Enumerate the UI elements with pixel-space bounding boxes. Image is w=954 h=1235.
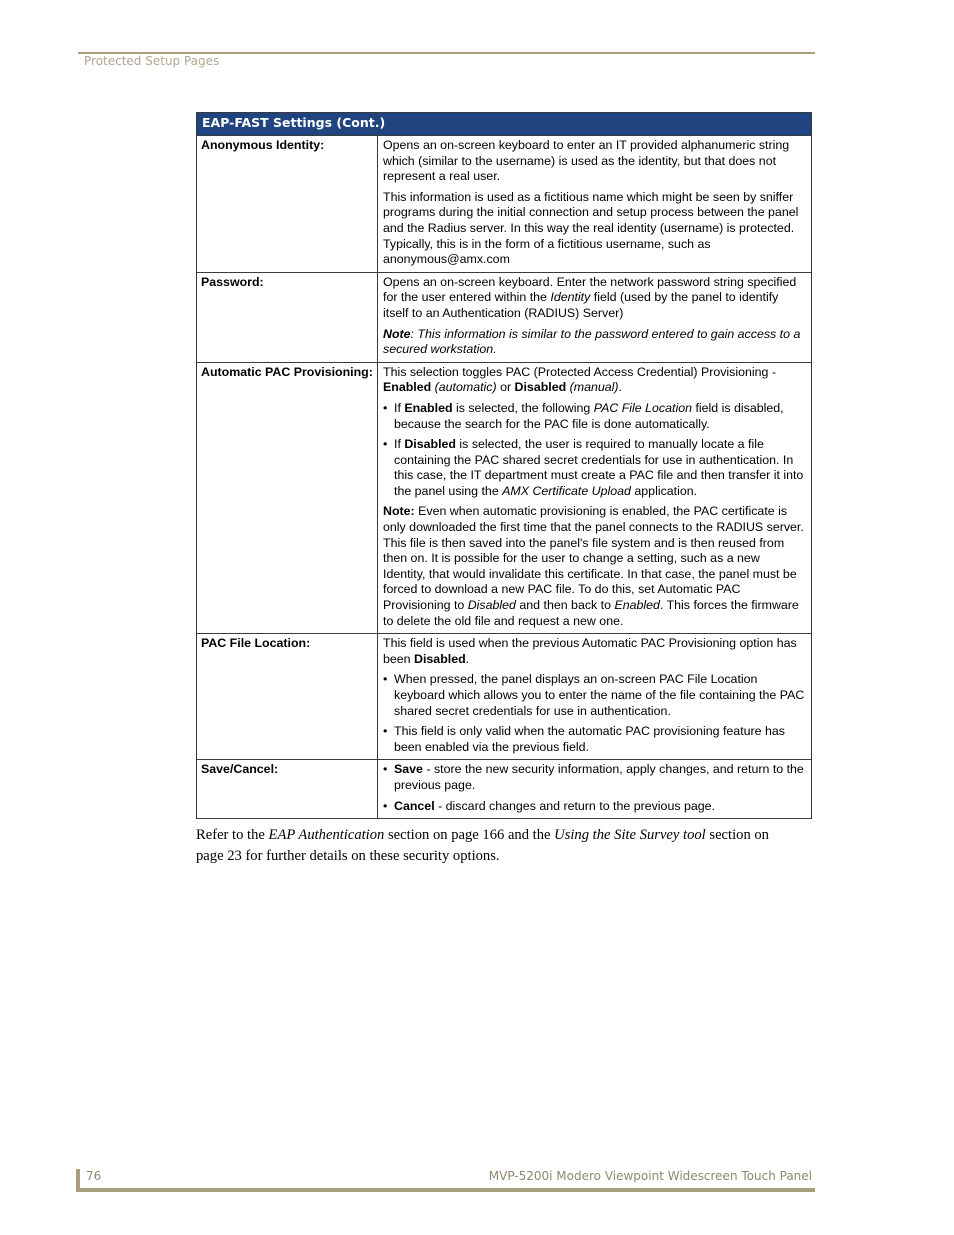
note-label: Note: [383, 504, 415, 519]
note-label: Note [383, 326, 411, 341]
bold-text: Save [394, 762, 423, 777]
text: If [394, 400, 405, 415]
italic-text: Disabled [467, 598, 516, 613]
text: . This forces the firmware to delete the old file and request a new one. [383, 598, 799, 628]
text: This field is only valid when the automatic PAC provisioning feature has been enabled via the previous field. [394, 724, 785, 754]
text: field (used by the panel to identify itself to an Authentication (RADIUS) Server) [383, 290, 779, 320]
text: Refer to the [196, 827, 269, 843]
row-label: PAC File Location: [197, 634, 378, 760]
text: is selected, the user is required to manually locate a file containing the PAC shared secret credentials for use in authentication. In this case, the IT department must create a PAC file and then transfer it into the panel using the [394, 437, 804, 498]
reference-paragraph [196, 825, 796, 867]
bold-text: Disabled [404, 437, 456, 452]
italic-text: Enabled [614, 598, 660, 613]
table-header-row [197, 113, 812, 136]
text: and then back to [515, 598, 615, 613]
bold-text: Enabled [404, 400, 453, 415]
bold-text: Disabled [414, 651, 466, 666]
paragraph: This information is used as a fictitious name which might be seen by sniffer programs during the initial connection and setup process between the panel and the Radius server. In this way the real identity (username) is protected. Typically, this is in the form of a fictitious username, such as anonymous@amx.com [383, 189, 799, 267]
document-title: MVP-5200i Modero Viewpoint Widescreen Touch Panel [488, 1169, 812, 1183]
table-row [197, 272, 812, 362]
page-number: 76 [86, 1169, 102, 1183]
table-row [197, 760, 812, 819]
text: - store the new security information, apply changes, and return to the previous page. [394, 762, 804, 792]
text: is selected, the following [452, 400, 594, 415]
bullet-item [383, 672, 805, 719]
note [383, 504, 805, 629]
row-label: Anonymous Identity: [197, 136, 378, 273]
section-reference: EAP Authentication [268, 827, 385, 843]
italic-text: (manual) [566, 380, 619, 395]
footer-rule [78, 1188, 815, 1192]
row-description [378, 760, 812, 819]
bullet-icon: • [383, 762, 388, 777]
bullet-item [383, 437, 805, 499]
bold-text: Enabled [383, 380, 432, 395]
bullet-icon: • [383, 437, 388, 452]
bullet-item [383, 799, 805, 815]
italic-text: PAC File Location [593, 400, 692, 415]
paragraph: Opens an on-screen keyboard to enter an IT provided alphanumeric string which (similar to the username) is used as the identity, but that does not represent a real user. [383, 138, 790, 184]
paragraph [383, 636, 805, 667]
bullet-item [383, 724, 805, 755]
bullet-item [383, 401, 805, 432]
text: This field is used when the previous Automatic PAC Provisioning option has been [383, 636, 797, 666]
row-label: Save/Cancel: [197, 760, 378, 819]
italic-text: AMX Certificate Upload [502, 483, 631, 498]
bullet-icon: • [383, 724, 388, 739]
text: field is disabled, because the search for the PAC file is done automatically. [394, 400, 784, 431]
row-description [378, 136, 812, 273]
row-description [378, 272, 812, 362]
paragraph [383, 275, 805, 322]
row-description [378, 634, 812, 760]
paragraph [383, 365, 805, 396]
text: section on page 23 for further details on these security options. [196, 827, 769, 864]
table-row [197, 634, 812, 760]
text: Even when automatic provisioning is enabled, the PAC certificate is only downloaded the first time that the panel connects to the RADIUS server. This file is then saved into the panel's file system and is then reused from then on. It is possible for the user to change a setting, such as a new Identity, that would invalidate this certificate. In that case, the panel must be forced to download a new PAC file. To do this, set Automatic PAC Provisioning to [383, 504, 804, 613]
bold-text: Disabled [514, 380, 567, 395]
italic-text: (automatic) [431, 380, 497, 395]
running-header: Protected Setup Pages [84, 54, 220, 68]
text: This selection toggles PAC (Protected Access Credential) Provisioning - [383, 364, 777, 379]
table-row [197, 362, 812, 634]
text: . [618, 380, 622, 395]
text: or [496, 380, 515, 395]
text: Opens an on-screen keyboard. Enter the network password string specified for the user entered within the [383, 274, 797, 305]
section-reference: Using the Site Survey tool [554, 827, 706, 843]
italic-text: Identity [550, 290, 591, 305]
text: - discard changes and return to the previous page. [434, 798, 715, 813]
bullet-icon: • [383, 400, 388, 415]
row-label: Password: [197, 272, 378, 362]
note-text: : This information is similar to the password entered to gain access to a secured workstation. [383, 326, 801, 357]
text: When pressed, the panel displays an on-screen PAC File Location keyboard which allows you to enter the name of the file containing the PAC shared secret credentials for use in authentication. [394, 672, 805, 718]
eap-fast-settings-table [196, 112, 812, 819]
bullet-icon: • [383, 672, 388, 687]
note [383, 327, 805, 358]
text: If [394, 437, 405, 452]
bullet-icon: • [383, 798, 388, 813]
row-description [378, 362, 812, 634]
row-label: Automatic PAC Provisioning: [197, 362, 378, 634]
text: . [465, 651, 470, 666]
bold-text: Cancel [394, 798, 435, 813]
bullet-item [383, 762, 805, 793]
text: application. [630, 483, 698, 498]
table-row [197, 136, 812, 273]
table-title: EAP-FAST Settings (Cont.) [197, 113, 812, 136]
text: section on page 166 and the [384, 827, 555, 843]
